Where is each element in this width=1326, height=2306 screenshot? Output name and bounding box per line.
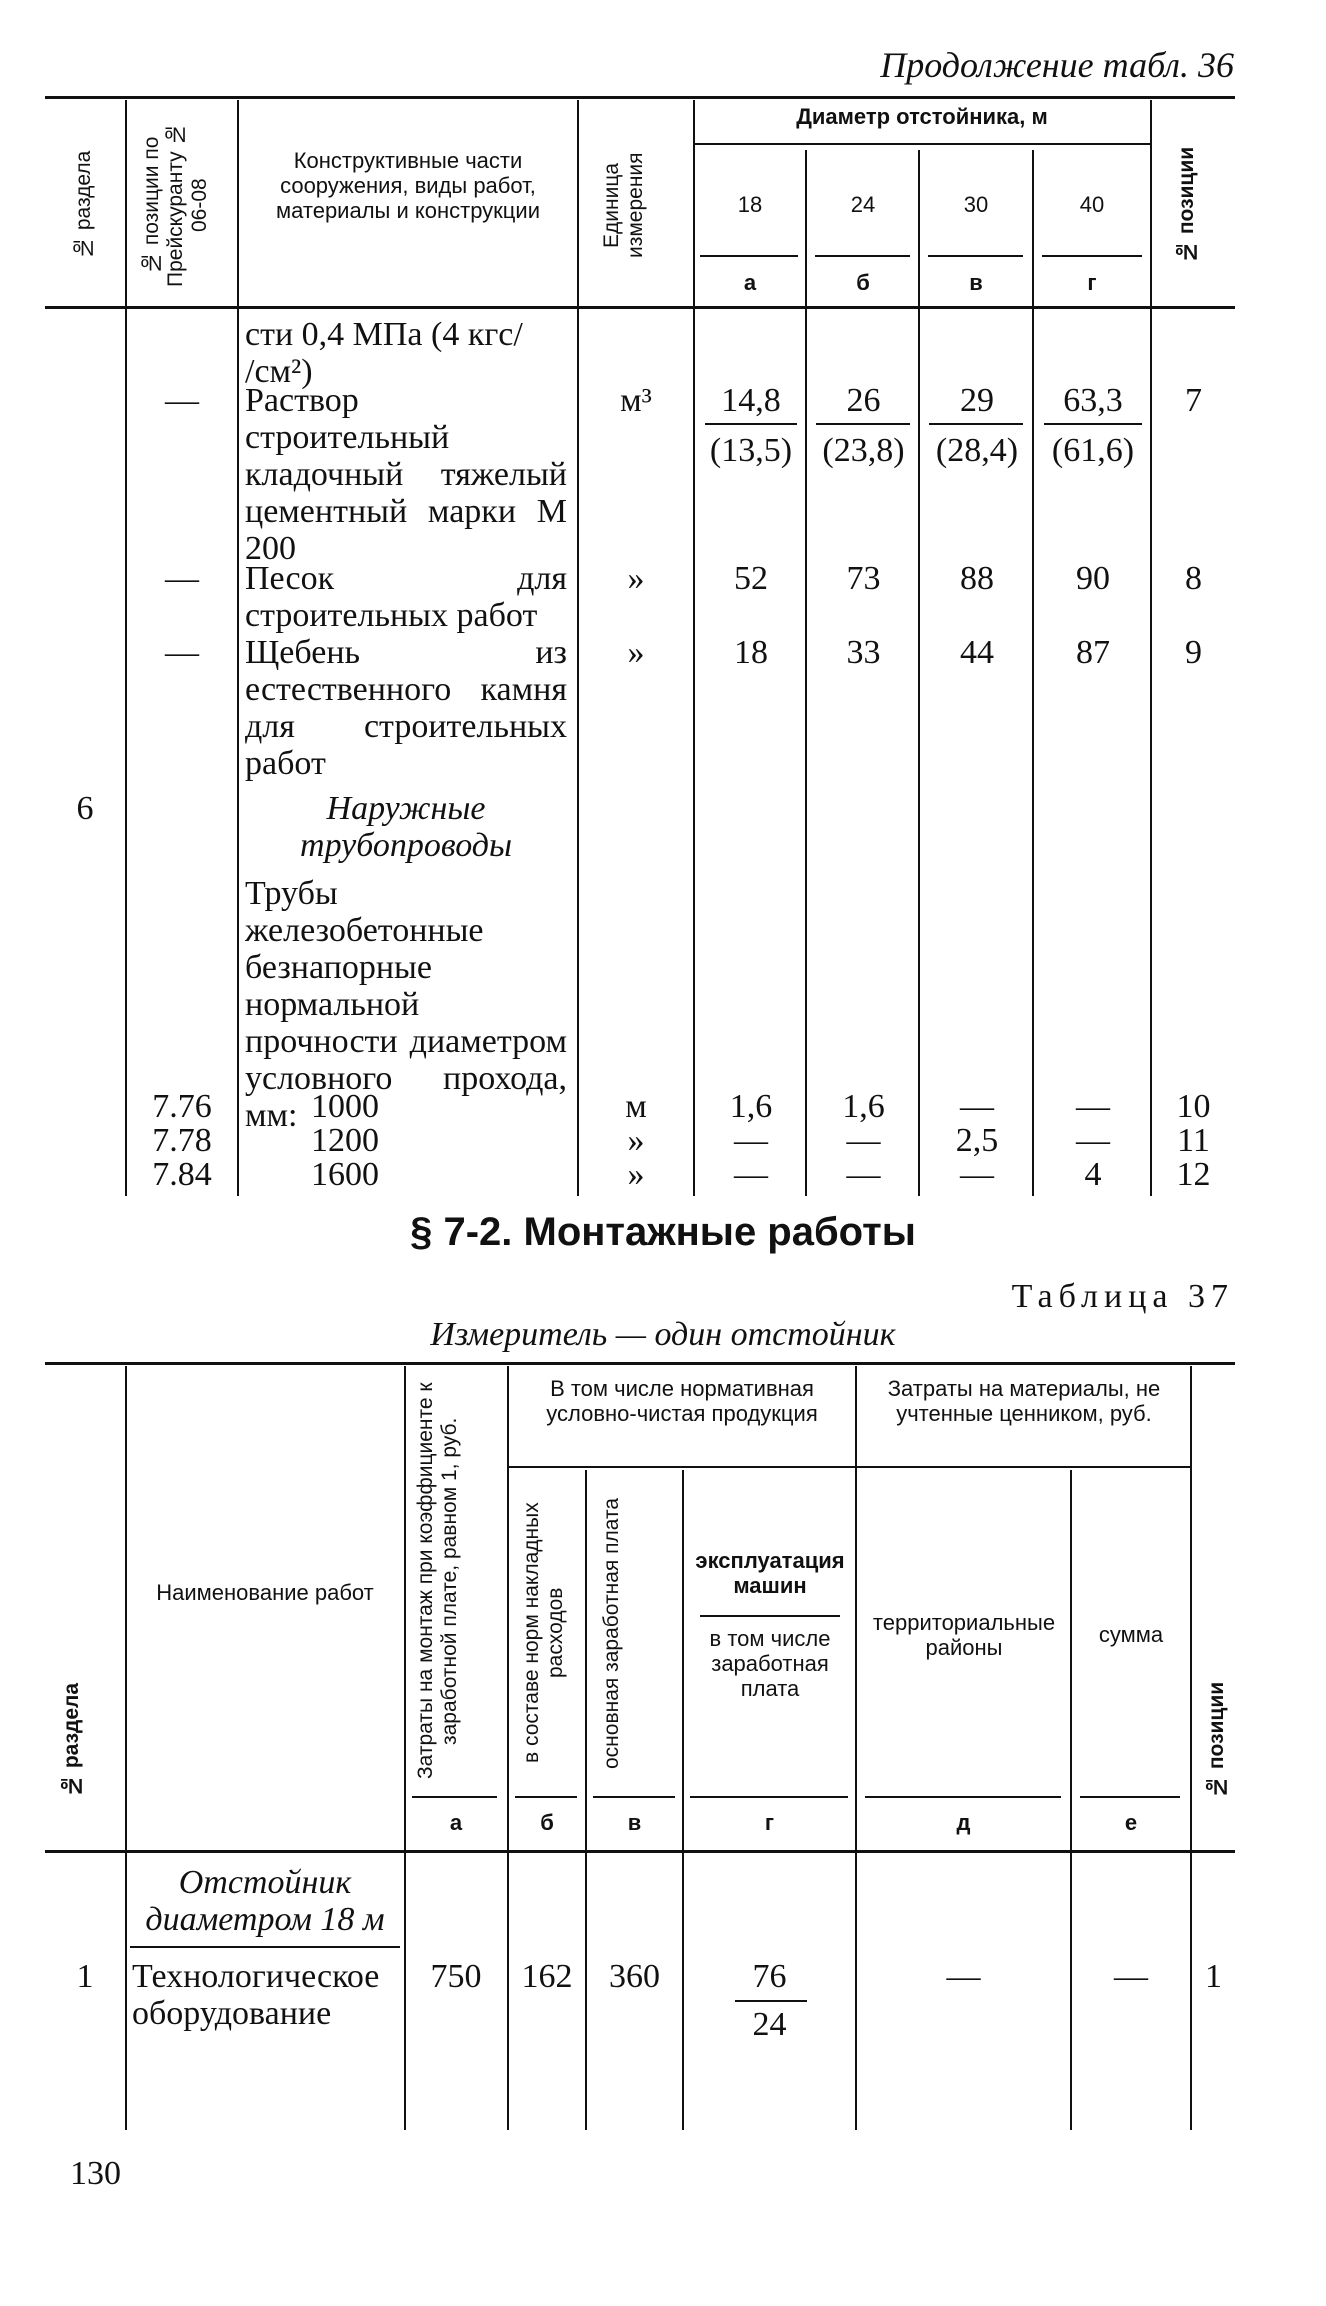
header-diam-18: 18 [737,192,763,217]
table-row-value: 4 [1084,1156,1102,1193]
table-row-alt-value: (61,6) [1051,432,1135,469]
header-diam-40: 40 [1079,192,1105,217]
table-row-unit: » [627,634,645,671]
table-row-value: 18 [734,634,768,671]
table-row-value: 88 [960,560,994,597]
table-row-alt-value: (28,4) [935,432,1019,469]
pipes-description: Трубы железобетонные безнапорные нормальной прочности диаметром условного прохода, мм: [245,875,567,1134]
table-row-price: 7.76 [152,1088,212,1125]
table-row-value: 44 [960,634,994,671]
header-construction-parts: Конструктивные части сооружения, виды работ, материалы и конструкции [276,148,540,223]
header-position-no: № позиции [1175,146,1198,264]
table-row-v: 360 [609,1958,660,1995]
table-row-alt-value: (13,5) [709,432,793,469]
header-letter-b: б [856,270,870,295]
page-number: 130 [70,2155,121,2192]
section-number: 6 [76,790,94,827]
table-row-name: 1000 [311,1088,379,1125]
section-title: § 7-2. Монтажные работы [410,1210,916,1254]
header-work-name: Наименование работ [156,1580,374,1605]
table-row-value: 2,5 [955,1122,999,1159]
table-row-value: 26 [846,382,881,419]
header-overhead: в составе норм накладных расходов [520,1502,567,1764]
table-row-unit: » [627,560,645,597]
table-row-value: 29 [960,382,994,419]
header-letter-a: а [743,270,757,295]
header-letter-b: б [540,1810,554,1835]
table-row-name: Технологическое оборудование [132,1958,380,2032]
header-letter-e: е [1124,1810,1138,1835]
table-row-position: 8 [1185,560,1202,597]
table-row-price: — [165,382,199,419]
table-row-price: 7.78 [152,1122,212,1159]
header-position-no: № позиции [1205,1681,1228,1799]
table-row-unit: » [627,1156,645,1193]
table-row-unit: м [625,1088,647,1125]
table-row-value: — [1076,1088,1110,1125]
header-sum: сумма [1098,1622,1164,1647]
header-price-position: № позиции по Прейскуранту № 06-08 [140,122,211,288]
header-diam-30: 30 [963,192,989,217]
header-machines-wages: в том числе заработная плата [709,1626,831,1701]
table-row-name: 1200 [311,1122,379,1159]
table-row-price: 7.84 [152,1156,212,1193]
continuation-caption: Продолжение табл. 36 [880,45,1234,85]
header-unit: Единица измерения [600,152,647,258]
table-row-position: 10 [1176,1088,1211,1125]
header-section-no: № раздела [60,1682,83,1798]
table-row-value: 63,3 [1063,382,1123,419]
table-row-value: — [734,1156,768,1193]
header-letter-g: г [764,1810,775,1835]
table-row-g-bottom: 24 [752,2006,787,2043]
table37-label: Таблица 37 [1011,1278,1234,1315]
table-row-price: — [165,560,199,597]
header-wages: основная заработная плата [600,1497,623,1769]
table-row-value: — [846,1156,881,1193]
header-letter-v: в [969,270,983,295]
table-row-value: — [960,1088,994,1125]
table-row-value: 52 [734,560,768,597]
table-row-value: — [846,1122,881,1159]
header-letter-g: г [1087,270,1097,295]
table37-meter: Измеритель — один отстойник [430,1316,896,1353]
table-row-price: — [165,634,199,671]
table-row-position: 9 [1185,634,1202,671]
table-row-value: 87 [1076,634,1110,671]
table-row-a: 750 [430,1958,482,1995]
subheading-pipelines: Наружные трубопроводы [300,790,512,864]
group-title: Отстойник диаметром 18 м [145,1864,385,1938]
table-row-value: 1,6 [729,1088,773,1125]
header-diameter: Диаметр отстойника, м [796,104,1048,129]
table-row-unit: » [627,1122,645,1159]
table-row-position: 7 [1185,382,1202,419]
table-row-alt-value: (23,8) [822,432,905,469]
table-row-name: 1600 [311,1156,379,1193]
table-row-value: — [734,1122,768,1159]
table-row-value: 73 [846,560,881,597]
header-machines: эксплуатация машин [695,1548,845,1598]
table-row-value: 14,8 [721,382,781,419]
table-row-e: — [1114,1958,1148,1995]
table-row-g-top: 76 [752,1958,787,1995]
table-row-value: 90 [1076,560,1110,597]
table-row-unit: м³ [620,382,652,419]
table-row-b: 162 [521,1958,573,1995]
header-diam-24: 24 [850,192,876,217]
table-row-section: 1 [76,1958,94,1995]
header-costs: Затраты на монтаж при коэффициенте к заработной плате, равном 1, руб. [414,1382,461,1780]
table-row-position: 12 [1176,1156,1211,1193]
table-row-d: — [946,1958,981,1995]
header-letter-d: д [956,1810,971,1835]
table-row-value: — [1076,1122,1110,1159]
header-including: В том числе нормативная условно-чистая продукция [546,1376,818,1426]
table-row-name: Щебень из естественного камня для строительных работ [245,634,567,782]
pressure-text: сти 0,4 МПа (4 кгс/ /см²) [245,316,523,390]
table-row-value: 1,6 [842,1088,885,1125]
table-row-position: 11 [1177,1122,1210,1159]
header-materials: Затраты на материалы, не учтенные ценником, руб. [887,1376,1161,1426]
header-letter-v: в [627,1810,642,1835]
header-regions: территориальные районы [872,1610,1056,1660]
table-row-position: 1 [1205,1958,1222,1995]
table-row-value: — [960,1156,994,1193]
table-row-name: Песок для строительных работ [245,560,567,634]
header-letter-a: а [449,1810,463,1835]
table-row-name: Раствор строительный кладочный тяжелый цементный марки М 200 [245,382,567,567]
header-section-no: № раздела [72,150,95,260]
table-row-value: 33 [846,634,881,671]
